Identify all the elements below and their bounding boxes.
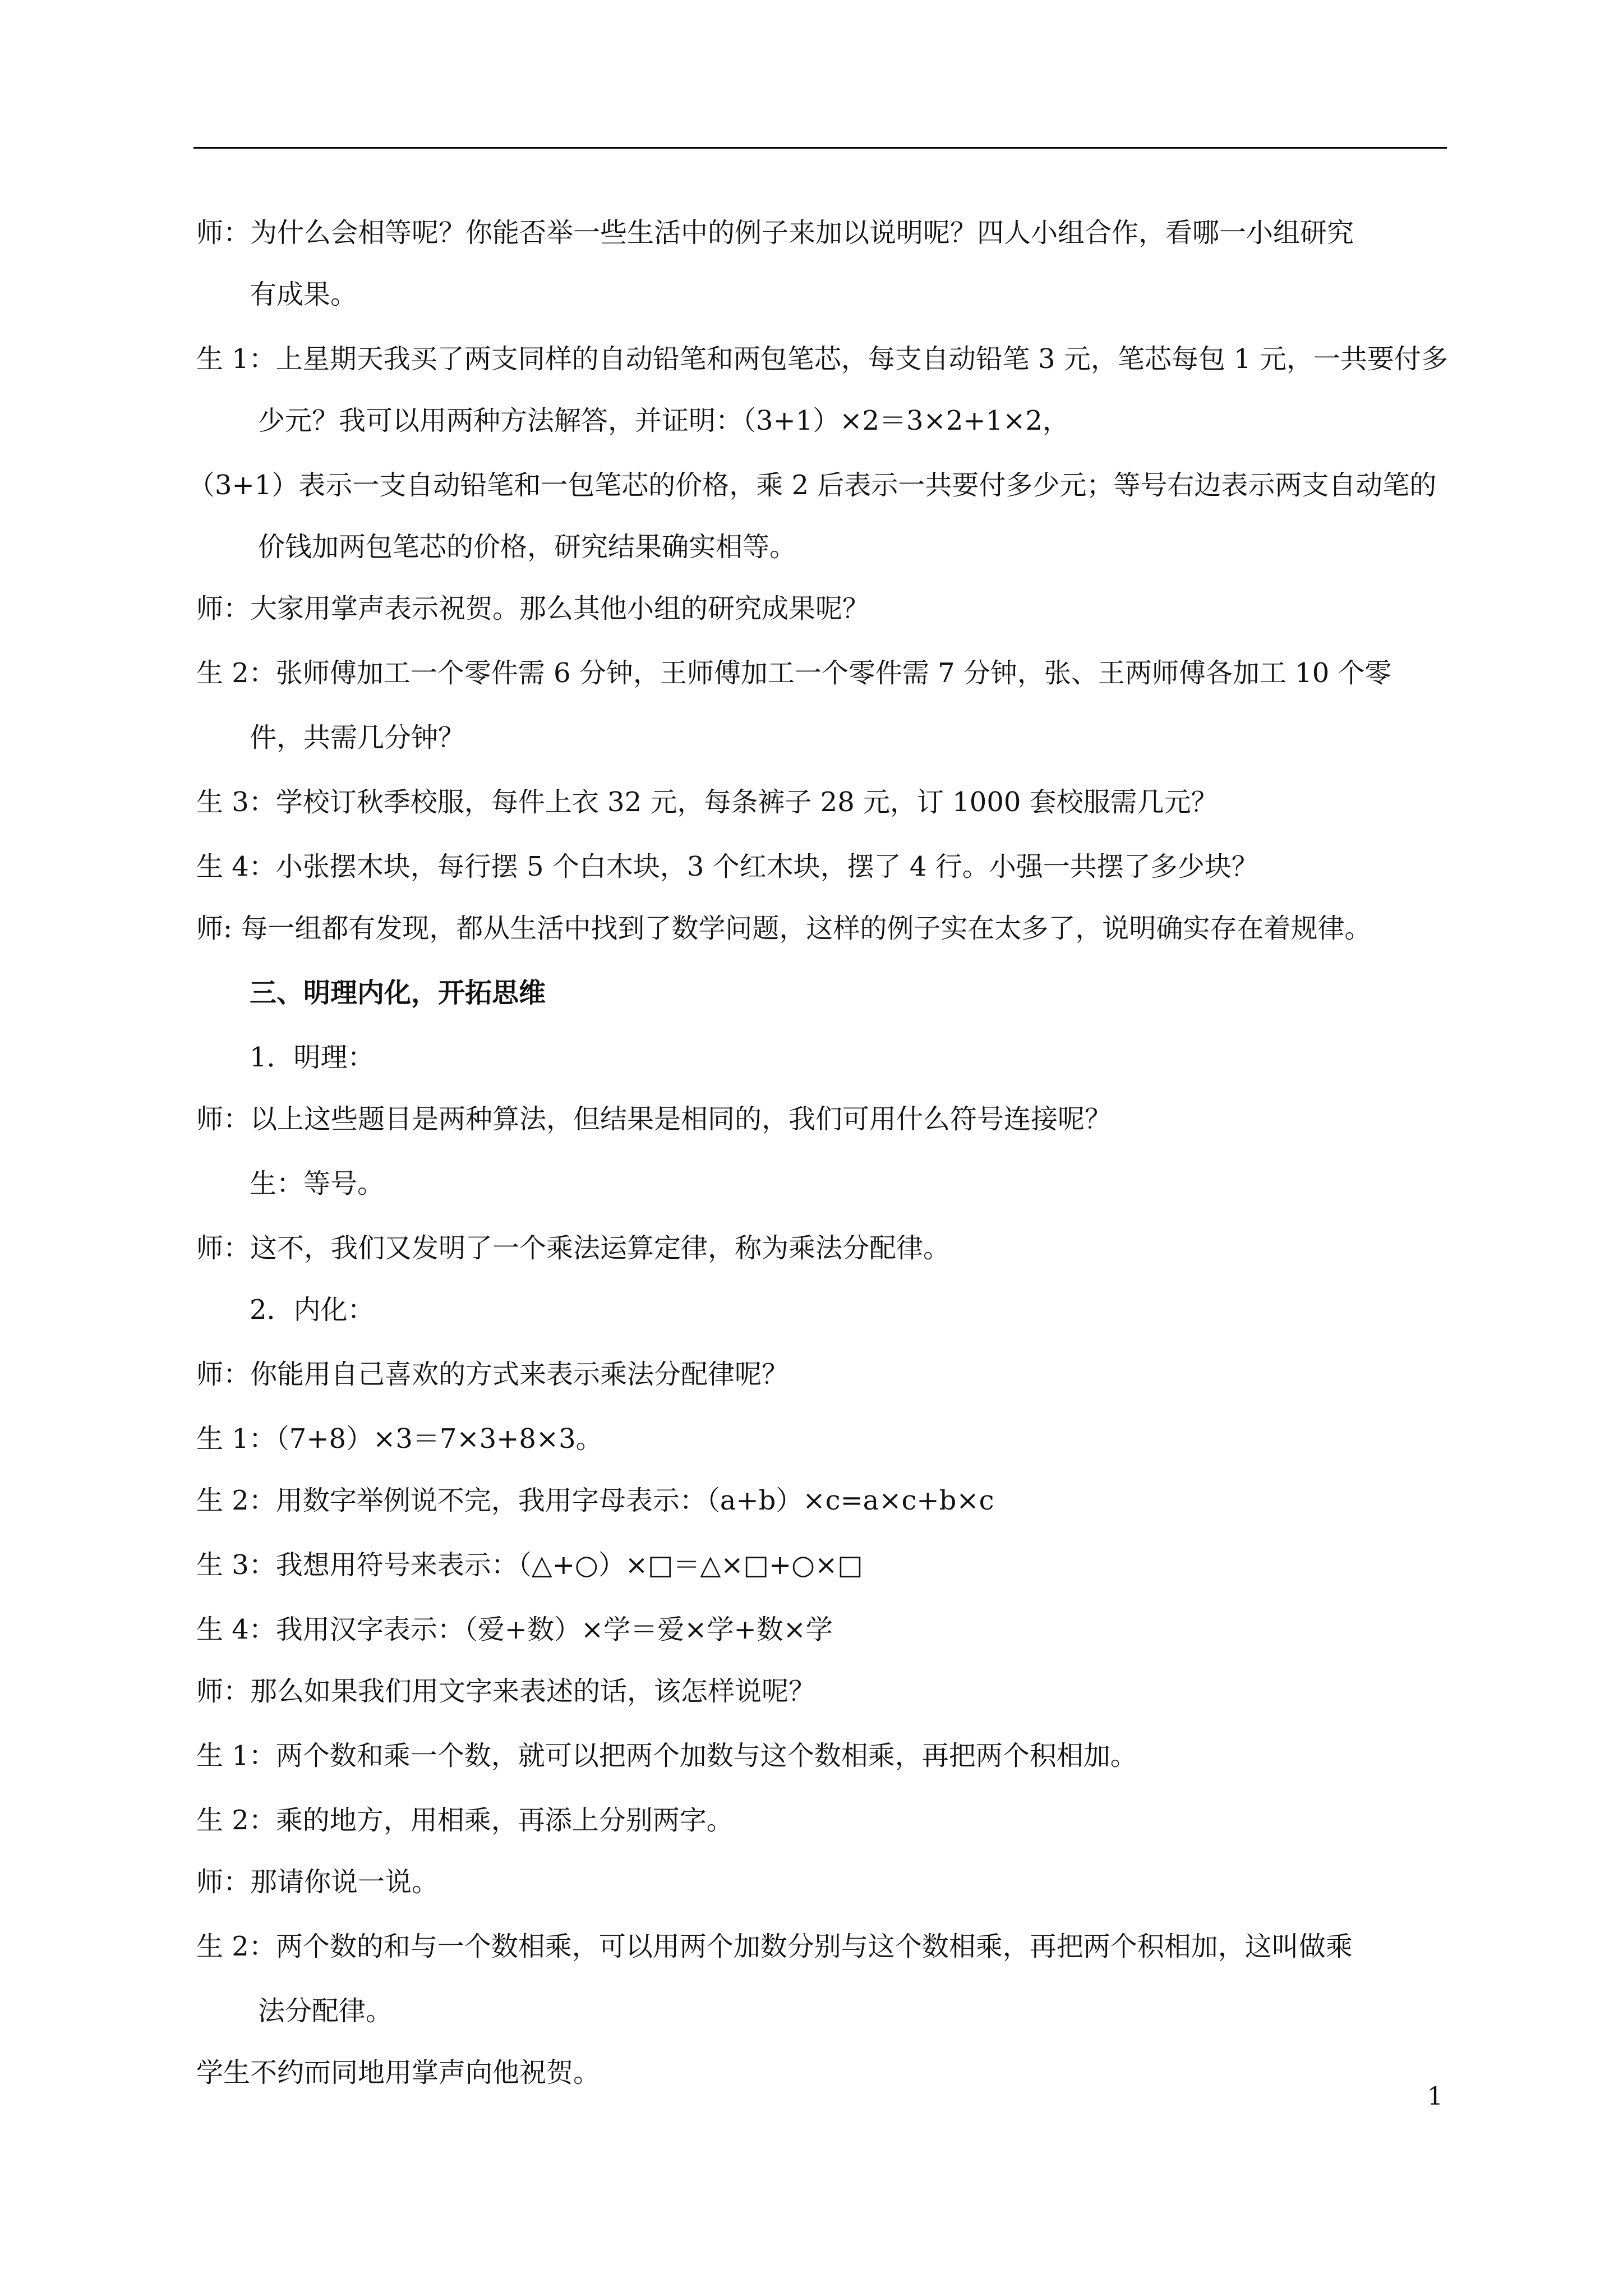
paragraph-line: 生 2：乘的地方，用相乘，再添上分别两字。 — [196, 1805, 734, 1836]
paragraph-line: 生 1：上星期天我买了两支同样的自动铅笔和两包笔芯，每支自动铅笔 3 元，笔芯每包 1 元，一共要付多 — [196, 343, 1448, 375]
paragraph-line: 师：那么如果我们用文字来表述的话，该怎样说呢？ — [196, 1676, 816, 1707]
paragraph-line: 生 2：张师傅加工一个零件需 6 分钟，王师傅加工一个零件需 7 分钟，张、王两师傅各加工 10 个零 — [196, 657, 1392, 689]
paragraph-line: 师：为什么会相等呢？你能否举一些生活中的例子来加以说明呢？四人小组合作，看哪一小组研究 — [196, 217, 1354, 249]
paragraph-line: 生 4：我用汉字表示：（爱+数）×学＝爱×学+数×学 — [196, 1614, 833, 1645]
section-heading: 三、明理内化，开拓思维 — [250, 977, 546, 1009]
paragraph-line: 师：大家用掌声表示祝贺。那么其他小组的研究成果呢？ — [196, 593, 870, 624]
subsection-heading: 1．明理： — [250, 1042, 375, 1073]
paragraph-line: 价钱加两包笔芯的价格，研究结果确实相等。 — [258, 531, 797, 563]
paragraph-line: 生 3：学校订秋季校服，每件上衣 32 元，每条裤子 28 元，订 1000 套校服需几元？ — [196, 786, 1218, 818]
paragraph-line: 生 2：用数字举例说不完，我用字母表示：（a+b）×c=a×c+b×c — [196, 1485, 994, 1516]
subsection-heading: 2．内化： — [250, 1294, 375, 1326]
paragraph-line: 生：等号。 — [250, 1168, 385, 1199]
page-number: 1 — [1427, 2082, 1443, 2111]
paragraph-line: 师：这不，我们又发明了一个乘法运算定律，称为乘法分配律。 — [196, 1232, 951, 1264]
paragraph-line: 师：你能用自己喜欢的方式来表示乘法分配律呢？ — [196, 1359, 789, 1390]
paragraph-line: （3+1）表示一支自动铅笔和一包笔芯的价格，乘 2 后表示一共要付多少元；等号右边表示两支自动笔的 — [188, 470, 1437, 501]
paragraph-line: 少元？我可以用两种方法解答，并证明：（3+1）×2＝3×2+1×2， — [258, 405, 1069, 436]
paragraph-line: 学生不约而同地用掌声向他祝贺。 — [196, 2057, 601, 2088]
paragraph-line: 师: 每一组都有发现，都从生活中找到了数学问题，这样的例子实在太多了，说明确实存在着规律。 — [196, 913, 1372, 944]
paragraph-line: 生 2：两个数的和与一个数相乘，可以用两个加数分别与这个数相乘，再把两个积相加，这叫做乘 — [196, 1931, 1353, 1962]
paragraph-line: 师：以上这些题目是两种算法，但结果是相同的，我们可用什么符号连接呢？ — [196, 1103, 1112, 1135]
paragraph-line: 件，共需几分钟？ — [250, 722, 465, 753]
paragraph-line: 师：那请你说一说。 — [196, 1866, 439, 1898]
paragraph-line: 生 4：小张摆木块，每行摆 5 个白木块，3 个红木块，摆了 4 行。小强一共摆了多少块？ — [196, 851, 1258, 882]
paragraph-line: 生 1：两个数和乘一个数，就可以把两个加数与这个数相乘，再把两个积相加。 — [196, 1740, 1137, 1772]
header-rule — [193, 147, 1447, 149]
paragraph-line: 生 3：我想用符号来表示：（△+○）×□＝△×□+○×□ — [196, 1549, 863, 1581]
paragraph-line: 法分配律。 — [258, 1995, 393, 2027]
paragraph-line: 生 1：（7+8）×3＝7×3+8×3。 — [196, 1423, 603, 1455]
paragraph-line: 有成果。 — [250, 279, 358, 310]
